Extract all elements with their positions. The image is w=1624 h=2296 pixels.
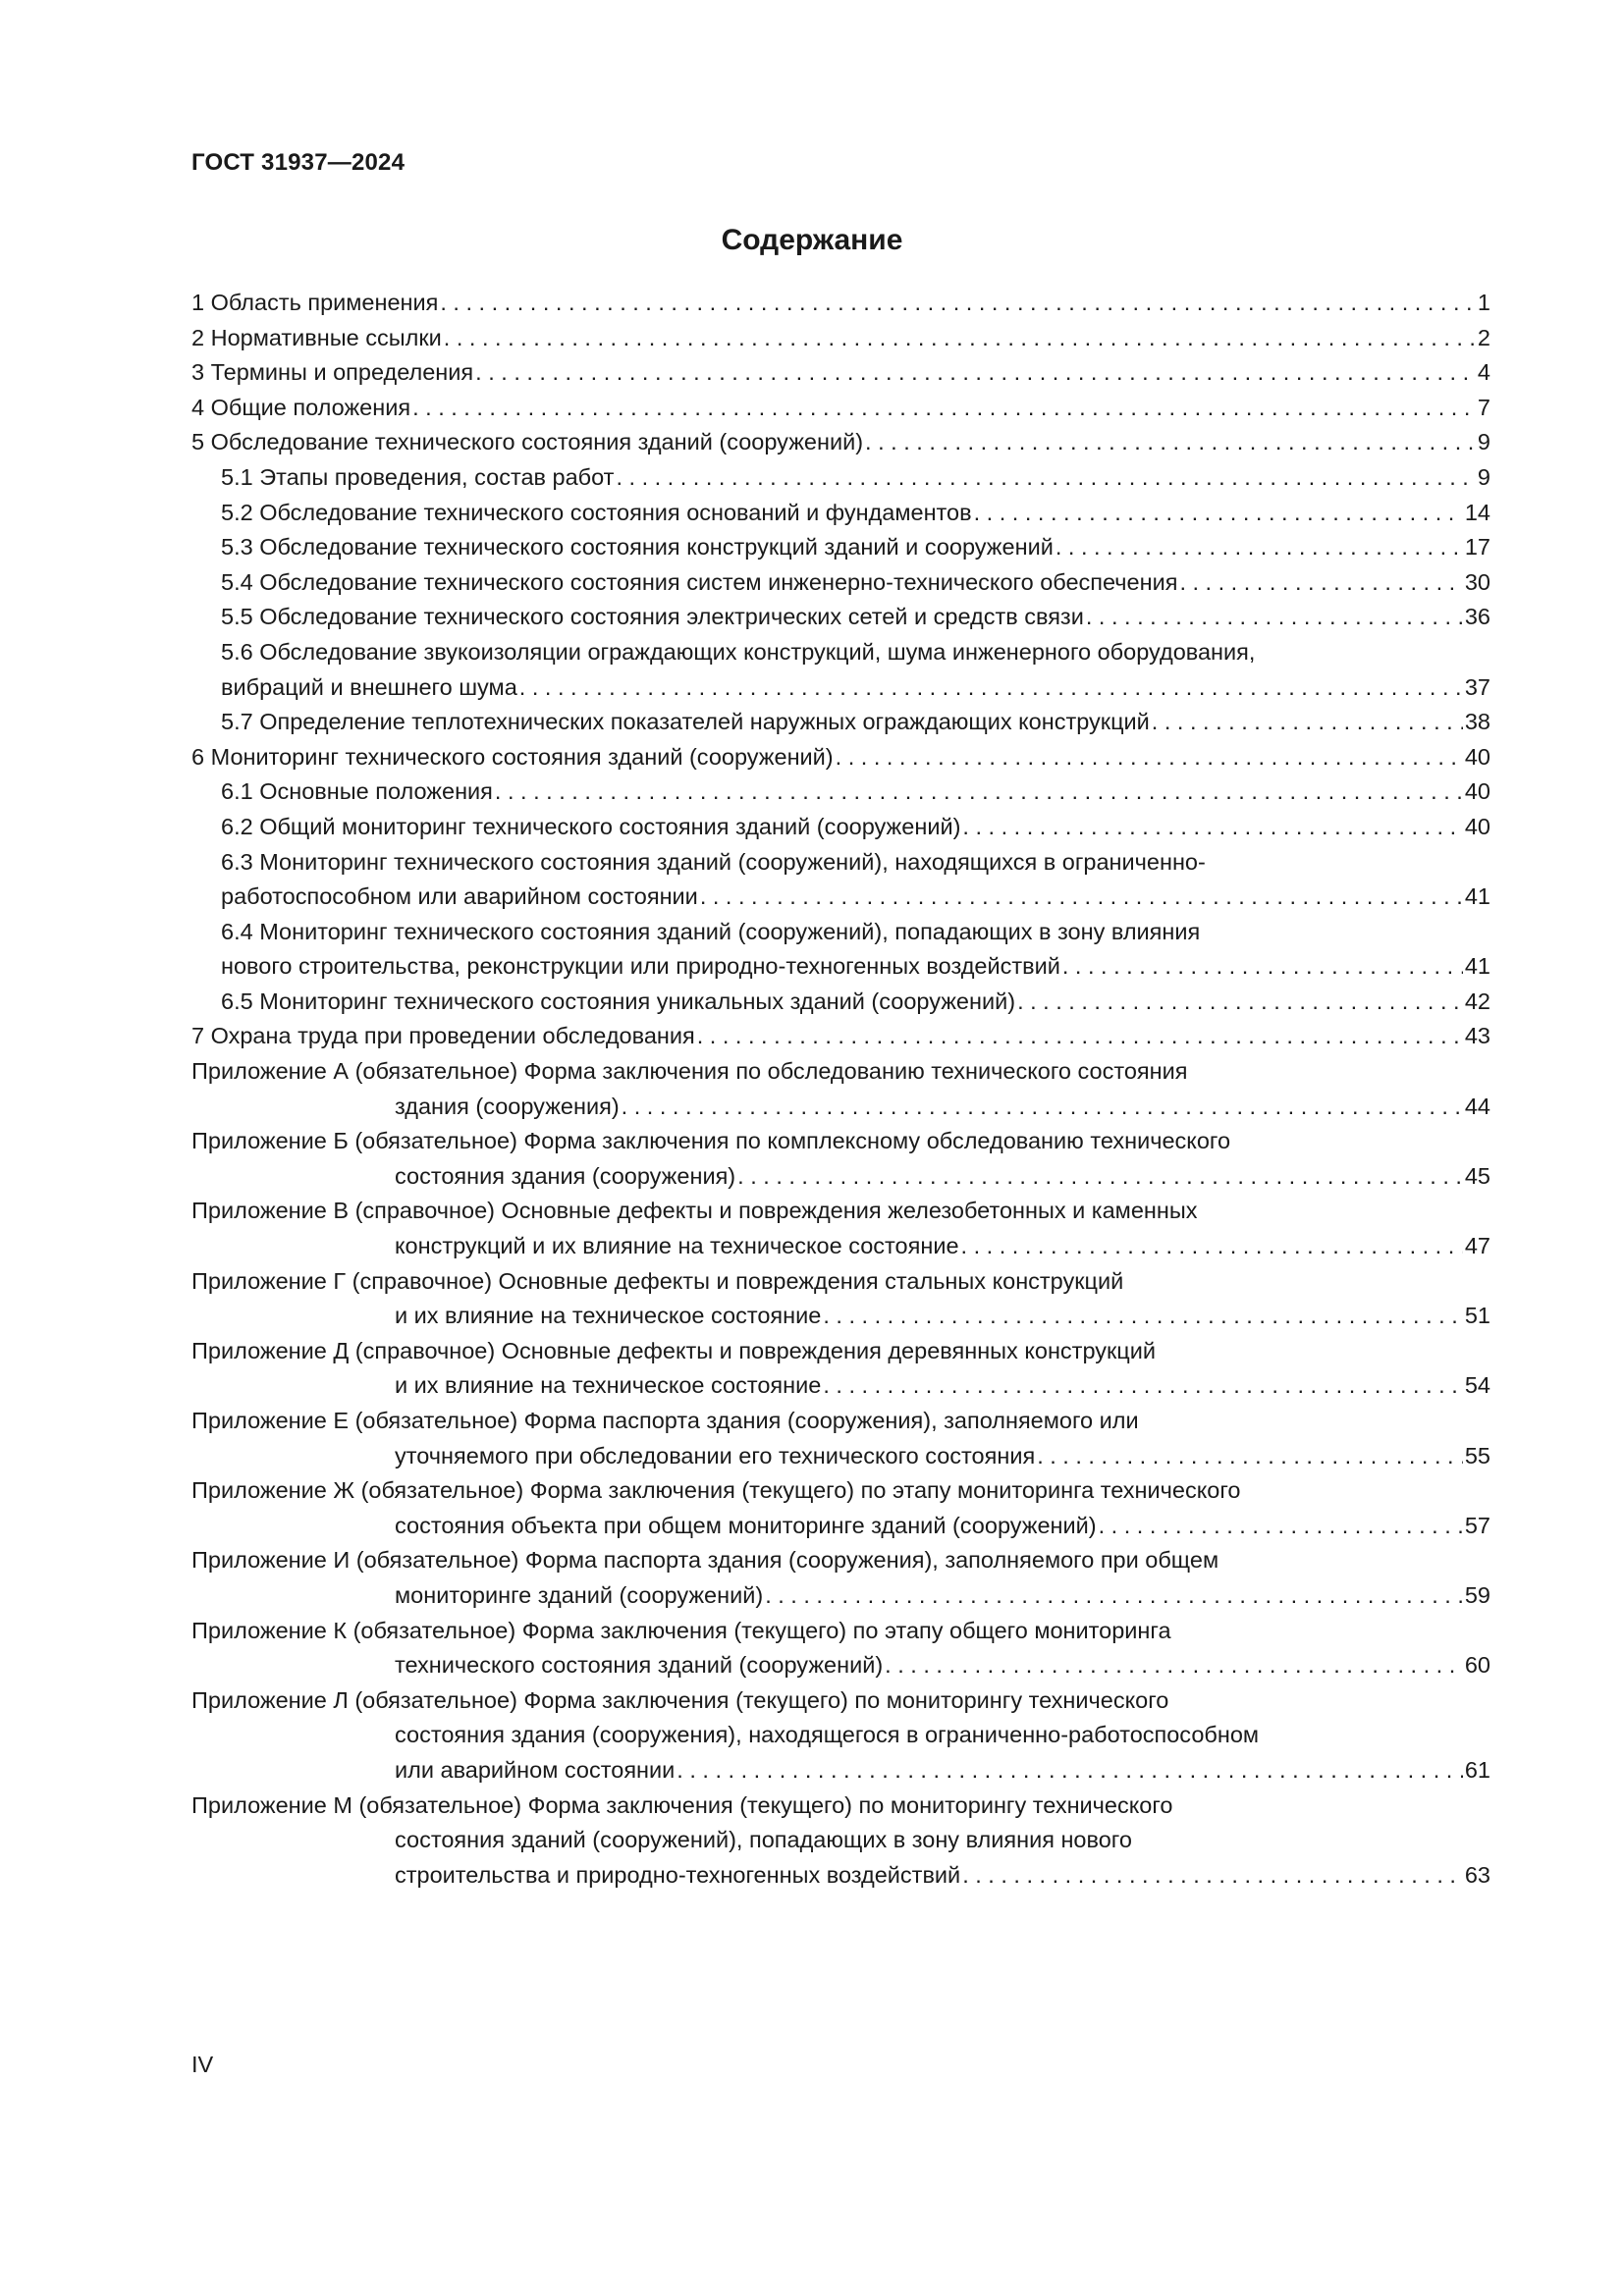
toc-entry-text: 5.2 Обследование технического состояния оснований и фундаментов <box>221 499 972 525</box>
toc-page-number: 45 <box>1464 1162 1490 1189</box>
toc-page-number: 57 <box>1464 1512 1490 1538</box>
dot-leader <box>1037 1439 1463 1474</box>
toc-entry-text: 6.5 Мониторинг технического состояния уникальных зданий (сооружений) <box>221 988 1016 1014</box>
toc-entry-text: Приложение В (справочное) Основные дефекты и повреждения железобетонных и каменных <box>191 1198 1198 1224</box>
toc-entry-text: 6.1 Основные положения <box>221 778 493 805</box>
dot-leader <box>616 460 1475 496</box>
toc-entry-text: Приложение И (обязательное) Форма паспорта здания (сооружения), заполняемого при общем <box>191 1547 1219 1574</box>
dot-leader <box>1086 600 1463 635</box>
toc-entry[interactable] <box>191 565 1490 601</box>
toc-page-number: 9 <box>1477 463 1490 490</box>
toc-entry[interactable] <box>191 391 1490 426</box>
toc-entry[interactable] <box>191 1264 1490 1334</box>
toc-line <box>191 845 1490 881</box>
dot-leader <box>974 496 1463 531</box>
toc-entry-text: Приложение Ж (обязательное) Форма заключения (текущего) по этапу мониторинга технического <box>191 1477 1241 1504</box>
toc-entry-text: 5.4 Обследование технического состояния систем инженерно-технического обеспечения <box>221 568 1178 595</box>
table-of-contents <box>191 286 1490 1893</box>
toc-entry-text: 1 Область применения <box>191 290 439 315</box>
toc-entry-text: нового строительства, реконструкции или природно-техногенных воздействий <box>221 953 1060 980</box>
toc-entry[interactable] <box>191 600 1490 635</box>
dot-leader <box>823 1368 1463 1404</box>
toc-line <box>191 1019 1490 1054</box>
document-code: ГОСТ 31937—2024 <box>191 149 406 176</box>
toc-line <box>191 460 1490 496</box>
toc-entry-text: 5.1 Этапы проведения, состав работ <box>221 463 615 490</box>
toc-line <box>191 1648 1490 1683</box>
toc-page-number: 38 <box>1464 709 1490 735</box>
dot-leader <box>765 1578 1463 1614</box>
toc-line <box>191 1543 1490 1578</box>
toc-entry[interactable] <box>191 1019 1490 1054</box>
dot-leader <box>823 1299 1463 1334</box>
toc-line <box>191 355 1490 391</box>
dot-leader <box>1056 530 1463 565</box>
toc-entry[interactable] <box>191 1054 1490 1124</box>
toc-entry[interactable] <box>191 1404 1490 1473</box>
toc-entry-text: Приложение А (обязательное) Форма заключения по обследованию технического состояния <box>191 1058 1188 1085</box>
toc-page-number: 17 <box>1464 534 1490 561</box>
dot-leader <box>737 1159 1463 1195</box>
toc-page-number: 2 <box>1477 324 1490 350</box>
toc-line <box>191 600 1490 635</box>
dot-leader <box>962 1858 1463 1894</box>
dot-leader <box>962 810 1462 845</box>
toc-entry[interactable] <box>191 705 1490 740</box>
toc-line <box>191 565 1490 601</box>
toc-entry-text: 4 Общие положения <box>191 394 411 420</box>
toc-line <box>191 1194 1490 1229</box>
toc-entry-text: 5.3 Обследование технического состояния конструкций зданий и сооружений <box>221 534 1054 561</box>
toc-page-number: 41 <box>1464 883 1490 910</box>
toc-page-number: 36 <box>1464 604 1490 630</box>
toc-page-number: 40 <box>1464 813 1490 839</box>
toc-page-number: 40 <box>1464 778 1490 805</box>
toc-line <box>191 1334 1490 1369</box>
toc-entry-text: конструкций и их влияние на техническое состояние <box>395 1233 959 1259</box>
toc-line <box>191 1823 1490 1858</box>
toc-entry[interactable] <box>191 1614 1490 1683</box>
toc-entry-text: или аварийном состоянии <box>395 1756 676 1783</box>
toc-page-number: 63 <box>1464 1861 1490 1888</box>
dot-leader <box>697 1019 1463 1054</box>
toc-line <box>191 670 1490 706</box>
toc-line <box>191 774 1490 810</box>
toc-entry[interactable] <box>191 774 1490 810</box>
dot-leader <box>961 1229 1463 1264</box>
toc-line <box>191 1509 1490 1544</box>
dot-leader <box>444 321 1476 356</box>
toc-entry-text: 3 Термины и определения <box>191 359 474 386</box>
toc-line <box>191 740 1490 775</box>
toc-line <box>191 391 1490 426</box>
toc-entry[interactable] <box>191 1194 1490 1263</box>
toc-line <box>191 1683 1490 1719</box>
toc-line <box>191 1159 1490 1195</box>
toc-entry-text: технического состояния зданий (сооружений) <box>395 1652 884 1679</box>
toc-entry-text: и их влияние на техническое состояние <box>395 1303 822 1329</box>
toc-entry-text: строительства и природно-техногенных воздействий <box>395 1861 961 1888</box>
toc-page-number: 4 <box>1477 359 1490 386</box>
toc-line <box>191 1718 1490 1753</box>
toc-entry-text: мониторинге зданий (сооружений) <box>395 1581 764 1608</box>
toc-page-number: 59 <box>1464 1581 1490 1608</box>
toc-entry[interactable] <box>191 460 1490 496</box>
toc-line <box>191 1090 1490 1125</box>
toc-title: Содержание <box>721 224 903 256</box>
dot-leader <box>519 670 1463 706</box>
toc-entry-text: 6.3 Мониторинг технического состояния зданий (сооружений), находящихся в ограниченно- <box>221 848 1206 875</box>
toc-entry[interactable] <box>191 1334 1490 1404</box>
toc-entry[interactable] <box>191 425 1490 460</box>
toc-entry-text: 2 Нормативные ссылки <box>191 324 442 350</box>
toc-entry-text: Приложение К (обязательное) Форма заключения (текущего) по этапу общего мониторинга <box>191 1617 1171 1643</box>
toc-line <box>191 810 1490 845</box>
toc-entry-text: 5.6 Обследование звукоизоляции ограждающих конструкций, шума инженерного оборудования, <box>221 638 1256 665</box>
dot-leader <box>885 1648 1463 1683</box>
toc-line <box>191 1264 1490 1300</box>
toc-entry-text: вибраций и внешнего шума <box>221 673 517 700</box>
toc-entry-text: 5.7 Определение теплотехнических показателей наружных ограждающих конструкций <box>221 709 1150 735</box>
toc-entry[interactable] <box>191 1124 1490 1194</box>
toc-entry[interactable] <box>191 845 1490 915</box>
toc-line <box>191 985 1490 1020</box>
toc-page-number: 43 <box>1464 1023 1490 1049</box>
toc-entry-text: уточняемого при обследовании его технического состояния <box>395 1442 1036 1468</box>
toc-line <box>191 949 1490 985</box>
toc-entry[interactable] <box>191 985 1490 1020</box>
toc-page-number: 51 <box>1464 1303 1490 1329</box>
toc-entry[interactable] <box>191 1543 1490 1613</box>
dot-leader <box>475 355 1476 391</box>
toc-entry-text: 6 Мониторинг технического состояния зданий (сооружений) <box>191 743 834 770</box>
toc-entry[interactable] <box>191 355 1490 391</box>
toc-line <box>191 1404 1490 1439</box>
toc-entry-text: состояния здания (сооружения) <box>395 1162 736 1189</box>
toc-line <box>191 1473 1490 1509</box>
dot-leader <box>440 286 1476 321</box>
toc-entry[interactable] <box>191 286 1490 321</box>
toc-page-number: 47 <box>1464 1233 1490 1259</box>
toc-entry-text: и их влияние на техническое состояние <box>395 1372 822 1399</box>
dot-leader <box>865 425 1476 460</box>
toc-entry-text: 5 Обследование технического состояния зданий (сооружений) <box>191 429 864 455</box>
toc-line <box>191 1299 1490 1334</box>
toc-entry-text: состояния здания (сооружения), находящегося в ограниченно-работоспособном <box>395 1722 1260 1748</box>
dot-leader <box>677 1753 1463 1789</box>
toc-line <box>191 1789 1490 1824</box>
toc-entry[interactable] <box>191 915 1490 985</box>
toc-entry-text: здания (сооружения) <box>395 1093 620 1119</box>
toc-entry[interactable] <box>191 321 1490 356</box>
toc-line <box>191 1054 1490 1090</box>
dot-leader <box>1152 705 1463 740</box>
toc-entry[interactable] <box>191 740 1490 775</box>
toc-entry-text: Приложение Г (справочное) Основные дефекты и повреждения стальных конструкций <box>191 1267 1124 1294</box>
toc-line <box>191 1439 1490 1474</box>
toc-page-number: 1 <box>1477 290 1490 315</box>
toc-entry[interactable] <box>191 496 1490 531</box>
toc-page-number: 30 <box>1464 568 1490 595</box>
toc-line <box>191 286 1490 321</box>
toc-line <box>191 705 1490 740</box>
page-number: IV <box>191 2052 214 2077</box>
toc-page-number: 41 <box>1464 953 1490 980</box>
toc-line <box>191 1124 1490 1159</box>
toc-line <box>191 915 1490 950</box>
toc-page-number: 14 <box>1464 499 1490 525</box>
dot-leader <box>1062 949 1463 985</box>
dot-leader <box>1179 565 1462 601</box>
dot-leader <box>412 391 1476 426</box>
toc-entry[interactable] <box>191 1789 1490 1894</box>
dot-leader <box>1017 985 1463 1020</box>
toc-entry[interactable] <box>191 1473 1490 1543</box>
toc-entry-text: Приложение М (обязательное) Форма заключения (текущего) по мониторингу технического <box>191 1791 1173 1818</box>
toc-line <box>191 1858 1490 1894</box>
toc-entry[interactable] <box>191 810 1490 845</box>
toc-line <box>191 530 1490 565</box>
toc-entry-text: состояния зданий (сооружений), попадающих в зону влияния нового <box>395 1827 1132 1853</box>
toc-page-number: 42 <box>1464 988 1490 1014</box>
toc-line <box>191 1753 1490 1789</box>
toc-entry[interactable] <box>191 635 1490 705</box>
toc-entry-text: 6.4 Мониторинг технического состояния зданий (сооружений), попадающих в зону влияния <box>221 918 1201 944</box>
toc-line <box>191 1578 1490 1614</box>
toc-entry-text: Приложение Е (обязательное) Форма паспорта здания (сооружения), заполняемого или <box>191 1408 1139 1433</box>
toc-line <box>191 1229 1490 1264</box>
toc-line <box>191 496 1490 531</box>
dot-leader <box>495 774 1463 810</box>
toc-entry-text: 7 Охрана труда при проведении обследования <box>191 1023 695 1049</box>
toc-page-number: 9 <box>1477 429 1490 455</box>
toc-line <box>191 321 1490 356</box>
toc-entry-text: состояния объекта при общем мониторинге зданий (сооружений) <box>395 1512 1097 1538</box>
toc-page-number: 40 <box>1464 743 1490 770</box>
dot-leader <box>1099 1509 1463 1544</box>
toc-page-number: 54 <box>1464 1372 1490 1399</box>
toc-entry-text: 6.2 Общий мониторинг технического состояния зданий (сооружений) <box>221 813 961 839</box>
toc-page-number: 60 <box>1464 1652 1490 1679</box>
dot-leader <box>700 880 1463 915</box>
toc-line <box>191 1614 1490 1649</box>
toc-entry[interactable] <box>191 1683 1490 1789</box>
toc-line <box>191 1368 1490 1404</box>
toc-line <box>191 425 1490 460</box>
dot-leader <box>836 740 1463 775</box>
toc-page-number: 44 <box>1464 1093 1490 1119</box>
toc-page-number: 61 <box>1464 1756 1490 1783</box>
toc-entry[interactable] <box>191 530 1490 565</box>
toc-line <box>191 880 1490 915</box>
toc-line <box>191 635 1490 670</box>
toc-page-number: 55 <box>1464 1442 1490 1468</box>
toc-entry-text: Приложение Л (обязательное) Форма заключения (текущего) по мониторингу технического <box>191 1686 1169 1713</box>
toc-entry-text: Приложение Д (справочное) Основные дефекты и повреждения деревянных конструкций <box>191 1337 1156 1363</box>
toc-page-number: 7 <box>1477 394 1490 420</box>
toc-entry-text: работоспособном или аварийном состоянии <box>221 883 698 910</box>
toc-entry-text: 5.5 Обследование технического состояния электрических сетей и средств связи <box>221 604 1084 630</box>
dot-leader <box>622 1090 1463 1125</box>
toc-entry-text: Приложение Б (обязательное) Форма заключения по комплексному обследованию технического <box>191 1128 1231 1154</box>
toc-page-number: 37 <box>1464 673 1490 700</box>
